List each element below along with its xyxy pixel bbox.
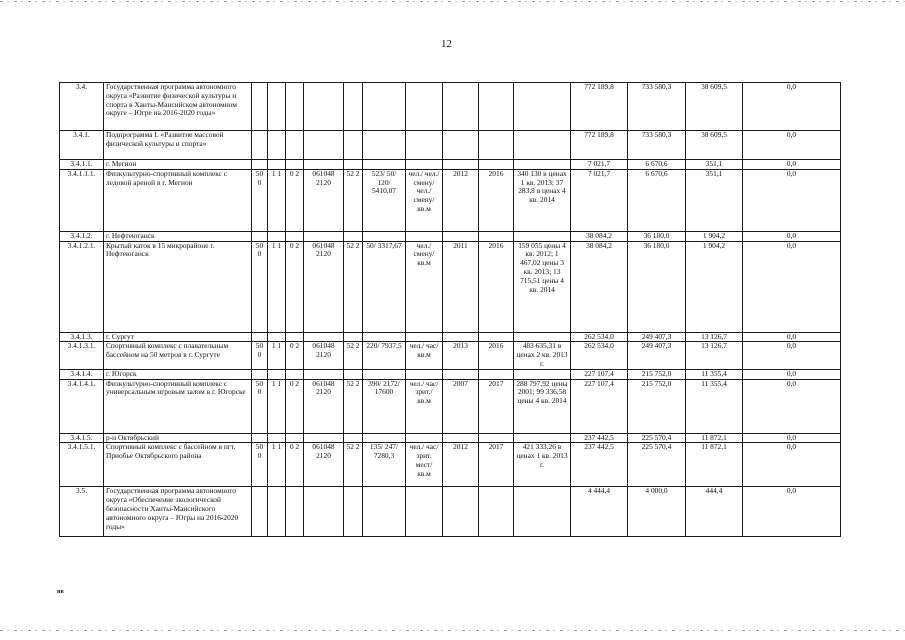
cell-code-5: 52 2 — [344, 342, 363, 369]
cell-start-year — [443, 83, 479, 131]
cell-code-4 — [304, 369, 344, 379]
cell-object-name: Государственная программа автономного округа «Развитие физической культуры и спорта в Ханты-Мансийском автономном округе – Югре на 2016-2020 годы» — [104, 83, 252, 131]
cell-code-1 — [252, 83, 268, 131]
cell-start-year: 2012 — [443, 443, 479, 487]
cell-end-year — [479, 369, 514, 379]
cell-code-3 — [286, 160, 304, 170]
cell-code-1 — [252, 131, 268, 160]
cell-code-4: 061048 2120 — [304, 443, 344, 487]
cell-start-year — [443, 231, 479, 241]
cell-code-1: 50 0 — [252, 241, 268, 332]
cell-start-year: 2012 — [443, 169, 479, 231]
cell-capacity — [363, 369, 406, 379]
cell-code-4: 061048 2120 — [304, 241, 344, 332]
cell-end-year: 2016 — [479, 169, 514, 231]
cell-code-5: 52 2 — [344, 241, 363, 332]
cell-local-budget: 38 609,5 — [686, 83, 743, 131]
cell-end-year — [479, 160, 514, 170]
table-row — [60, 131, 841, 160]
cell-unit: чел./ час/ кв.м — [406, 342, 443, 369]
cell-district-budget: 225 570,4 — [628, 433, 686, 443]
cell-total-amount: 38 084,2 — [571, 231, 628, 241]
cell-row-number: 3.4.1.4.1. — [60, 379, 104, 433]
cell-district-budget: 249 407,3 — [628, 342, 686, 369]
cell-other-sources: 0,0 — [743, 83, 841, 131]
cell-code-5 — [344, 369, 363, 379]
cell-capacity — [363, 231, 406, 241]
cell-code-2 — [268, 487, 286, 537]
cell-unit — [406, 160, 443, 170]
cell-code-2 — [268, 131, 286, 160]
cell-capacity: 135/ 247/ 7280,3 — [363, 443, 406, 487]
cell-row-number: 3.4.1.5.1. — [60, 443, 104, 487]
cell-start-year: 2013 — [443, 342, 479, 369]
cell-code-2 — [268, 369, 286, 379]
cell-code-1 — [252, 487, 268, 537]
cell-row-number: 3.4.1.5. — [60, 433, 104, 443]
cell-code-4 — [304, 231, 344, 241]
cell-row-number: 3.4.1.1. — [60, 160, 104, 170]
cell-district-budget: 225 570,4 — [628, 443, 686, 487]
cell-object-name: г. Мегион — [104, 160, 252, 170]
cell-total-amount: 7 021,7 — [571, 169, 628, 231]
cell-row-number: 3.4.1.1.1. — [60, 169, 104, 231]
cell-row-number: 3.4. — [60, 83, 104, 131]
cell-object-name: Физкультурно-спортивный комплекс с универсальным игровым залом в г. Югорске — [104, 379, 252, 433]
cell-object-name: Спортивный комплекс с плавательным бассейном на 50 метров в г. Сургуте — [104, 342, 252, 369]
cell-start-year — [443, 131, 479, 160]
cell-capacity — [363, 160, 406, 170]
cell-row-number: 3.4.1.3. — [60, 332, 104, 342]
cell-end-year: 2016 — [479, 342, 514, 369]
cell-code-5 — [344, 487, 363, 537]
cell-total-amount: 262 534,0 — [571, 342, 628, 369]
cell-object-name: Крытый каток в 15 микрорайоне г. Нефтеюганск — [104, 241, 252, 332]
cell-unit — [406, 131, 443, 160]
cell-total-amount: 262 534,0 — [571, 332, 628, 342]
cell-object-name: Подпрограмма I. «Развитие массовой физической культуры и спорта» — [104, 131, 252, 160]
cell-start-year — [443, 487, 479, 537]
table-row — [60, 83, 841, 131]
cell-estimated-cost — [514, 160, 571, 170]
cell-unit: чел./ чел./ смену/ чел./ смену/ кв.м — [406, 169, 443, 231]
cell-capacity: 220/ 7937,5 — [363, 342, 406, 369]
cell-district-budget: 4 000,0 — [628, 487, 686, 537]
table-row — [60, 487, 841, 537]
cell-code-5 — [344, 83, 363, 131]
cell-other-sources: 0,0 — [743, 241, 841, 332]
cell-code-4: 061048 2120 — [304, 169, 344, 231]
cell-local-budget: 11 872,1 — [686, 443, 743, 487]
cell-local-budget: 11 355,4 — [686, 369, 743, 379]
cell-start-year — [443, 160, 479, 170]
cell-code-2: 1 1 — [268, 241, 286, 332]
cell-code-3 — [286, 231, 304, 241]
cell-district-budget: 215 752,0 — [628, 379, 686, 433]
cell-code-5 — [344, 131, 363, 160]
cell-local-budget: 1 904,2 — [686, 241, 743, 332]
cell-code-4 — [304, 131, 344, 160]
table-row — [60, 231, 841, 241]
cell-code-3 — [286, 131, 304, 160]
cell-code-5 — [344, 231, 363, 241]
cell-row-number: 3.4.1.3.1. — [60, 342, 104, 369]
cell-row-number: 3.4.1.4. — [60, 369, 104, 379]
investment-table — [59, 82, 841, 537]
cell-other-sources: 0,0 — [743, 433, 841, 443]
cell-total-amount: 237 442,5 — [571, 443, 628, 487]
cell-code-4 — [304, 83, 344, 131]
cell-end-year — [479, 131, 514, 160]
cell-row-number: 3.4.1.2.1. — [60, 241, 104, 332]
cell-code-1 — [252, 160, 268, 170]
cell-capacity — [363, 131, 406, 160]
cell-other-sources: 0,0 — [743, 231, 841, 241]
cell-code-4 — [304, 160, 344, 170]
cell-total-amount: 4 444,4 — [571, 487, 628, 537]
cell-row-number: 3.5. — [60, 487, 104, 537]
table-row — [60, 169, 841, 231]
cell-end-year: 2017 — [479, 379, 514, 433]
cell-code-3: 0 2 — [286, 169, 304, 231]
cell-object-name: р-н Октябрьский — [104, 433, 252, 443]
cell-total-amount: 772 189,8 — [571, 131, 628, 160]
cell-code-2: 1 1 — [268, 169, 286, 231]
cell-code-2: 1 1 — [268, 443, 286, 487]
table-row — [60, 379, 841, 433]
cell-capacity: 390/ 2172/ 17600 — [363, 379, 406, 433]
cell-district-budget: 249 407,3 — [628, 332, 686, 342]
cell-capacity — [363, 487, 406, 537]
table-row — [60, 160, 841, 170]
cell-unit — [406, 369, 443, 379]
cell-district-budget: 36 180,0 — [628, 231, 686, 241]
cell-other-sources: 0,0 — [743, 160, 841, 170]
cell-code-3: 0 2 — [286, 379, 304, 433]
cell-district-budget: 733 580,3 — [628, 83, 686, 131]
cell-code-1: 50 0 — [252, 379, 268, 433]
cell-other-sources: 0,0 — [743, 369, 841, 379]
cell-object-name: г. Сургут — [104, 332, 252, 342]
cell-start-year: 2011 — [443, 241, 479, 332]
cell-local-budget: 11 355,4 — [686, 379, 743, 433]
table-row — [60, 443, 841, 487]
cell-total-amount: 227 107,4 — [571, 379, 628, 433]
cell-estimated-cost — [514, 369, 571, 379]
cell-code-3: 0 2 — [286, 241, 304, 332]
cell-unit — [406, 487, 443, 537]
cell-unit — [406, 83, 443, 131]
cell-code-4 — [304, 487, 344, 537]
cell-estimated-cost — [514, 83, 571, 131]
cell-object-name: Физкультурно-спортивный комплекс с ледовой ареной в г. Мегион — [104, 169, 252, 231]
cell-local-budget: 351,1 — [686, 160, 743, 170]
cell-local-budget: 38 609,5 — [686, 131, 743, 160]
cell-code-5: 52 2 — [344, 379, 363, 433]
cell-code-5 — [344, 160, 363, 170]
table-row — [60, 342, 841, 369]
cell-code-1 — [252, 369, 268, 379]
cell-code-2: 1 1 — [268, 342, 286, 369]
footer-mark: нв — [57, 589, 64, 595]
cell-other-sources: 0,0 — [743, 487, 841, 537]
cell-end-year: 2016 — [479, 241, 514, 332]
cell-other-sources: 0,0 — [743, 443, 841, 487]
cell-code-2 — [268, 160, 286, 170]
cell-total-amount: 7 021,7 — [571, 160, 628, 170]
scan-bottom-edge — [0, 630, 905, 631]
cell-object-name: Государственная программа автономного округа «Обеспечение экологической безопасности Ханты-Мансийского автономного округа – Югры на 2016-2020 годы» — [104, 487, 252, 537]
scan-top-edge — [0, 1, 905, 2]
cell-end-year: 2017 — [479, 443, 514, 487]
page-number: 12 — [441, 38, 452, 50]
cell-capacity — [363, 83, 406, 131]
cell-total-amount: 772 189,8 — [571, 83, 628, 131]
cell-estimated-cost — [514, 487, 571, 537]
cell-code-5: 52 2 — [344, 443, 363, 487]
cell-code-3: 0 2 — [286, 443, 304, 487]
cell-capacity: 50/ 3317,67 — [363, 241, 406, 332]
cell-total-amount: 237 442,5 — [571, 433, 628, 443]
cell-code-4: 061048 2120 — [304, 342, 344, 369]
cell-code-3: 0 2 — [286, 342, 304, 369]
cell-estimated-cost: 421 333,26 в ценах 1 кв. 2013 г. — [514, 443, 571, 487]
cell-local-budget: 444,4 — [686, 487, 743, 537]
cell-code-3 — [286, 83, 304, 131]
cell-local-budget: 351,1 — [686, 169, 743, 231]
cell-code-2 — [268, 231, 286, 241]
cell-estimated-cost: 483 635,31 в ценах 2 кв. 2013 г. — [514, 342, 571, 369]
cell-estimated-cost — [514, 231, 571, 241]
cell-start-year — [443, 369, 479, 379]
cell-local-budget: 13 126,7 — [686, 332, 743, 342]
cell-object-name: г. Югорск — [104, 369, 252, 379]
cell-district-budget: 215 752,0 — [628, 369, 686, 379]
cell-local-budget: 1 904,2 — [686, 231, 743, 241]
cell-unit — [406, 231, 443, 241]
cell-end-year — [479, 231, 514, 241]
cell-row-number: 3.4.1.2. — [60, 231, 104, 241]
cell-code-4: 061048 2120 — [304, 379, 344, 433]
cell-estimated-cost — [514, 131, 571, 160]
cell-other-sources: 0,0 — [743, 131, 841, 160]
cell-code-1: 50 0 — [252, 169, 268, 231]
table-row — [60, 241, 841, 332]
cell-object-name: г. Нефтеюганск — [104, 231, 252, 241]
cell-code-2 — [268, 83, 286, 131]
cell-total-amount: 227 107,4 — [571, 369, 628, 379]
cell-estimated-cost: 340 130 в ценах 1 кв. 2013; 37 283,8 в ценах 4 кв. 2014 — [514, 169, 571, 231]
cell-row-number: 3.4.1. — [60, 131, 104, 160]
cell-local-budget: 13 126,7 — [686, 342, 743, 369]
cell-estimated-cost: 159 055 цены 4 кв. 2012; 1 467,02 цены 3 кв. 2013; 13 715,51 цены 4 кв. 2014 — [514, 241, 571, 332]
cell-object-name: Спортивный комплекс с бассейном в пгт. Приобье Октябрьского района — [104, 443, 252, 487]
cell-other-sources: 0,0 — [743, 169, 841, 231]
cell-district-budget: 36 180,0 — [628, 241, 686, 332]
cell-code-3 — [286, 487, 304, 537]
cell-local-budget: 11 872,1 — [686, 433, 743, 443]
cell-start-year: 2007 — [443, 379, 479, 433]
cell-capacity: 523/ 50/ 120/ 5410,07 — [363, 169, 406, 231]
cell-other-sources: 0,0 — [743, 332, 841, 342]
cell-code-1 — [252, 231, 268, 241]
cell-district-budget: 6 670,6 — [628, 169, 686, 231]
cell-unit: чел./ час/ зрит./ кв.м — [406, 379, 443, 433]
cell-district-budget: 6 670,6 — [628, 160, 686, 170]
cell-total-amount: 38 084,2 — [571, 241, 628, 332]
cell-district-budget: 733 580,3 — [628, 131, 686, 160]
cell-code-5: 52 2 — [344, 169, 363, 231]
cell-code-2: 1 1 — [268, 379, 286, 433]
cell-other-sources: 0,0 — [743, 342, 841, 369]
cell-estimated-cost: 288 797,92 цены 2001; 99 336,58 цены 4 кв. 2014 — [514, 379, 571, 433]
table-row — [60, 369, 841, 379]
cell-code-1: 50 0 — [252, 342, 268, 369]
cell-end-year — [479, 83, 514, 131]
cell-code-3 — [286, 369, 304, 379]
cell-other-sources: 0,0 — [743, 379, 841, 433]
cell-unit: чел./ смену/ кв.м — [406, 241, 443, 332]
cell-code-1: 50 0 — [252, 443, 268, 487]
cell-unit: чел./ час/ зрит. мест/ кв.м — [406, 443, 443, 487]
cell-end-year — [479, 487, 514, 537]
